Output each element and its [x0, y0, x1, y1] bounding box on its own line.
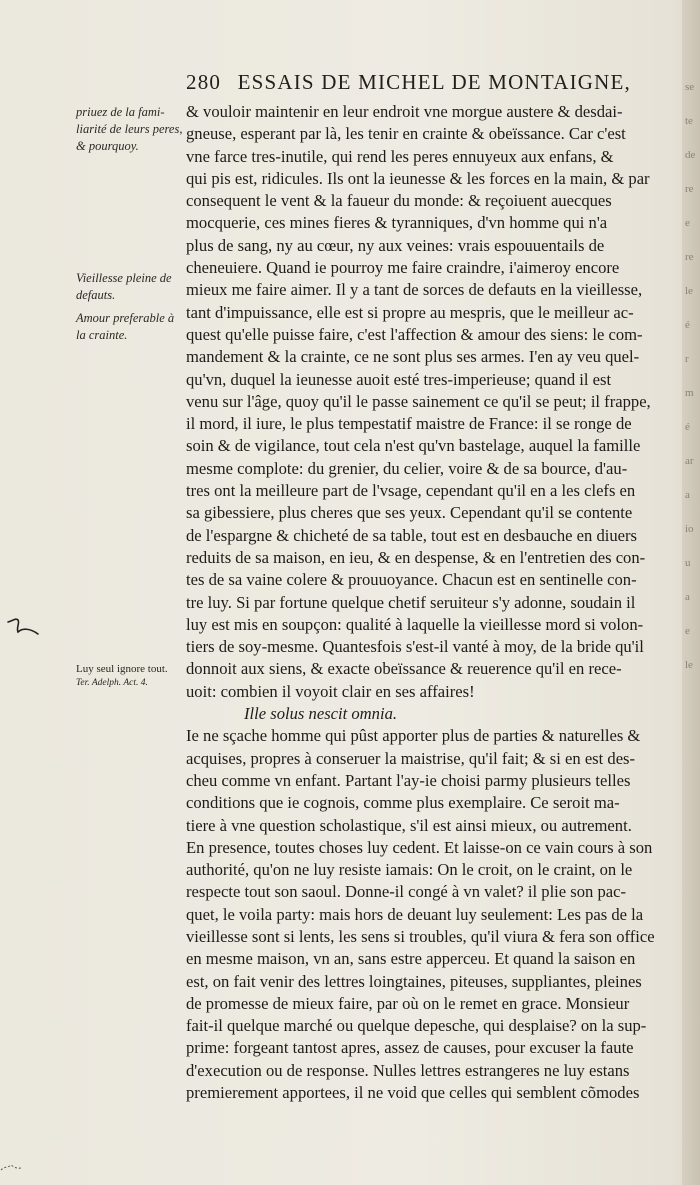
text-line: gneuse, esperant par là, les tenir en crainte & obeïssance. Car c'est — [186, 124, 626, 144]
text-line: & vouloir maintenir en leur endroit vne morgue austere & desdai- — [186, 102, 623, 121]
text-line: respecte tout son saoul. Donne-il congé à vn valet? il plie son pac- — [186, 882, 627, 902]
text-line: mocquerie, ces mines fieres & tyranniques, d'vn homme qui n'a — [186, 213, 608, 233]
running-title: ESSAIS DE MICHEL DE MONTAIGNE, — [237, 70, 632, 94]
bleed-fragment: é — [685, 319, 690, 331]
bleed-fragment: a — [685, 489, 690, 501]
text-line: vieillesse sont si lents, les sens si troubles, qu'il viura & fera son office — [186, 926, 655, 946]
text-line: est, on fait venir des lettres loingtaines, piteuses, suppliantes, pleines — [186, 971, 642, 991]
text-line: cheu comme vn enfant. Partant l'ay-ie choisi parmy plusieurs telles — [186, 770, 631, 790]
bleed-fragment: m — [685, 387, 694, 399]
text-line: de promesse de mieux faire, par où on le remet en grace. Monsieur — [186, 993, 630, 1013]
ink-stain-icon — [0, 1160, 22, 1178]
body-text — [186, 101, 676, 1104]
text-line: mieux me faire aimer. Il y a tant de sorces de defauts en la vieillesse, — [186, 280, 643, 300]
margin-note-text: Luy seul ignore tout. — [76, 663, 168, 675]
text-line: en mesme maison, vn an, sans estre apperceu. Et quand la saison en — [186, 949, 636, 969]
text-line: il mord, il iure, le plus tempestatif maistre de France: il se ronge de — [186, 414, 632, 434]
pen-mark-icon — [4, 614, 40, 642]
bleed-fragment: re — [685, 251, 694, 263]
margin-note-text: Vieillesse pleine de defauts. — [76, 271, 172, 302]
bleed-fragment: ar — [685, 455, 694, 467]
text-line: En presence, toutes choses luy cedent. Et laisse-on ce vain cours à son — [186, 837, 653, 857]
bleed-fragment: le — [685, 285, 693, 297]
facing-page-bleed — [685, 70, 699, 682]
text-line: tre luy. Si par fortune quelque chetif seruiteur s'y adonne, soudain il — [186, 592, 636, 612]
margin-note-old-age — [76, 270, 186, 304]
text-line: Ie ne sçache homme qui pûst apporter plus de parties & naturelles & — [186, 726, 641, 746]
text-line: reduits de sa maison, en ieu, & en despense, & en l'entretien des con- — [186, 547, 646, 567]
text-line: de l'espargne & chicheté de sa table, tout est en desbauche en diuers — [186, 525, 638, 545]
page-number: 280 — [186, 70, 222, 94]
margin-note-text: priuez de la fami- liarité de leurs peres, & pourquoy. — [76, 105, 183, 153]
bleed-fragment: e — [685, 625, 690, 637]
bleed-fragment: de — [685, 149, 696, 161]
text-line: tant d'impuissance, elle est si propre au mespris, que le meilleur ac- — [186, 302, 634, 322]
text-line: tiers de soy-mesme. Quantesfois s'est-il vanté à moy, de la bride qu'il — [186, 637, 644, 657]
text-line: conditions que ie cognois, comme plus exemplaire. Ce seroit ma- — [186, 793, 620, 813]
text-line: tres ont la meilleure part de l'vsage, cependant qu'il en a les clefs en — [186, 481, 636, 501]
bleed-fragment: u — [685, 557, 691, 569]
bleed-fragment: a — [685, 591, 690, 603]
margin-note-ignorance — [76, 662, 186, 690]
text-line: consequent le vent & la faueur du monde: & reçoiuent auecques — [186, 191, 612, 211]
margin-note-fathers — [76, 104, 186, 155]
text-line: soin & de vigilance, tout cela n'est qu'vn bastelage, auquel la famille — [186, 436, 641, 456]
margin-note-love — [76, 310, 186, 344]
text-line: quest qu'elle puisse faire, c'est l'affection & amour des siens: le com- — [186, 324, 643, 344]
text-line: acquises, propres à conseruer la maistrise, qu'il fait; & si en est des- — [186, 748, 636, 768]
bleed-fragment: te — [685, 115, 693, 127]
text-line: tiere à vne question scholastique, s'il est ainsi mieux, ou autrement. — [186, 815, 632, 835]
text-line: mandement & la crainte, ce ne sont plus ses armes. I'en ay veu quel- — [186, 347, 640, 367]
text-line: luy est mis en soupçon: qualité à laquelle la vieillesse mord si volon- — [186, 614, 644, 634]
bleed-fragment: le — [685, 659, 693, 671]
running-header — [186, 70, 676, 95]
text-line: quet, le voila party: mais hors de deuant luy seulement: Les pas de la — [186, 904, 644, 924]
bleed-fragment: é — [685, 421, 690, 433]
text-line: premierement apportees, il ne void que celles qui semblent cõmodes — [186, 1083, 640, 1103]
text-line: sa gibessiere, plus cheres que ses yeux. Cependant qu'il se contente — [186, 503, 633, 523]
text-line: donnoit aux siens, & exacte obeïssance & reuerence qu'il en rece- — [186, 659, 622, 679]
bleed-fragment: io — [685, 523, 694, 535]
text-line: tes de sa vaine colere & prouuoyance. Chacun est en sentinelle con- — [186, 570, 637, 590]
latin-quote: Ille solus nescit omnia. — [244, 704, 398, 724]
text-line: fait-il quelque marché ou quelque depesche, qui desplaise? on la sup- — [186, 1016, 647, 1036]
margin-note-citation: Ter. Adelph. Act. 4. — [76, 678, 148, 688]
bleed-fragment: e — [685, 217, 690, 229]
bleed-fragment: r — [685, 353, 689, 365]
text-line: mesme complote: du grenier, du celier, voire & de sa bource, d'au- — [186, 458, 628, 478]
bleed-fragment: se — [685, 81, 695, 93]
text-line: qui pis est, ridicules. Ils ont la ieunesse & les forces en la main, & par — [186, 168, 650, 188]
text-line: d'execution ou de response. Nulles lettres estrangeres ne luy estans — [186, 1060, 630, 1080]
text-line: vne farce tres-inutile, qui rend les peres ennuyeux aux enfans, & — [186, 146, 614, 166]
text-line: cheneuiere. Quand ie pourroy me faire craindre, i'aimeroy encore — [186, 258, 620, 278]
text-line: uoit: combien il voyoit clair en ses affaires! — [186, 681, 475, 701]
text-line: prime: forgeant tantost apres, assez de causes, pour excuser la faute — [186, 1038, 634, 1058]
margin-note-text: Amour preferable à la crainte. — [76, 311, 175, 342]
text-line: authorité, qu'on ne luy resiste iamais: On le croit, on le craint, on le — [186, 860, 633, 880]
text-line: venu sur l'âge, quoy qu'il le passe sainement ce qu'il se peut; il frappe, — [186, 391, 651, 411]
text-line: plus de sang, ny au cœur, ny aux veines: vrais espouuentails de — [186, 235, 605, 255]
bleed-fragment: re — [685, 183, 694, 195]
text-line: qu'vn, duquel la ieunesse auoit esté tres-imperieuse; quand il est — [186, 369, 612, 389]
